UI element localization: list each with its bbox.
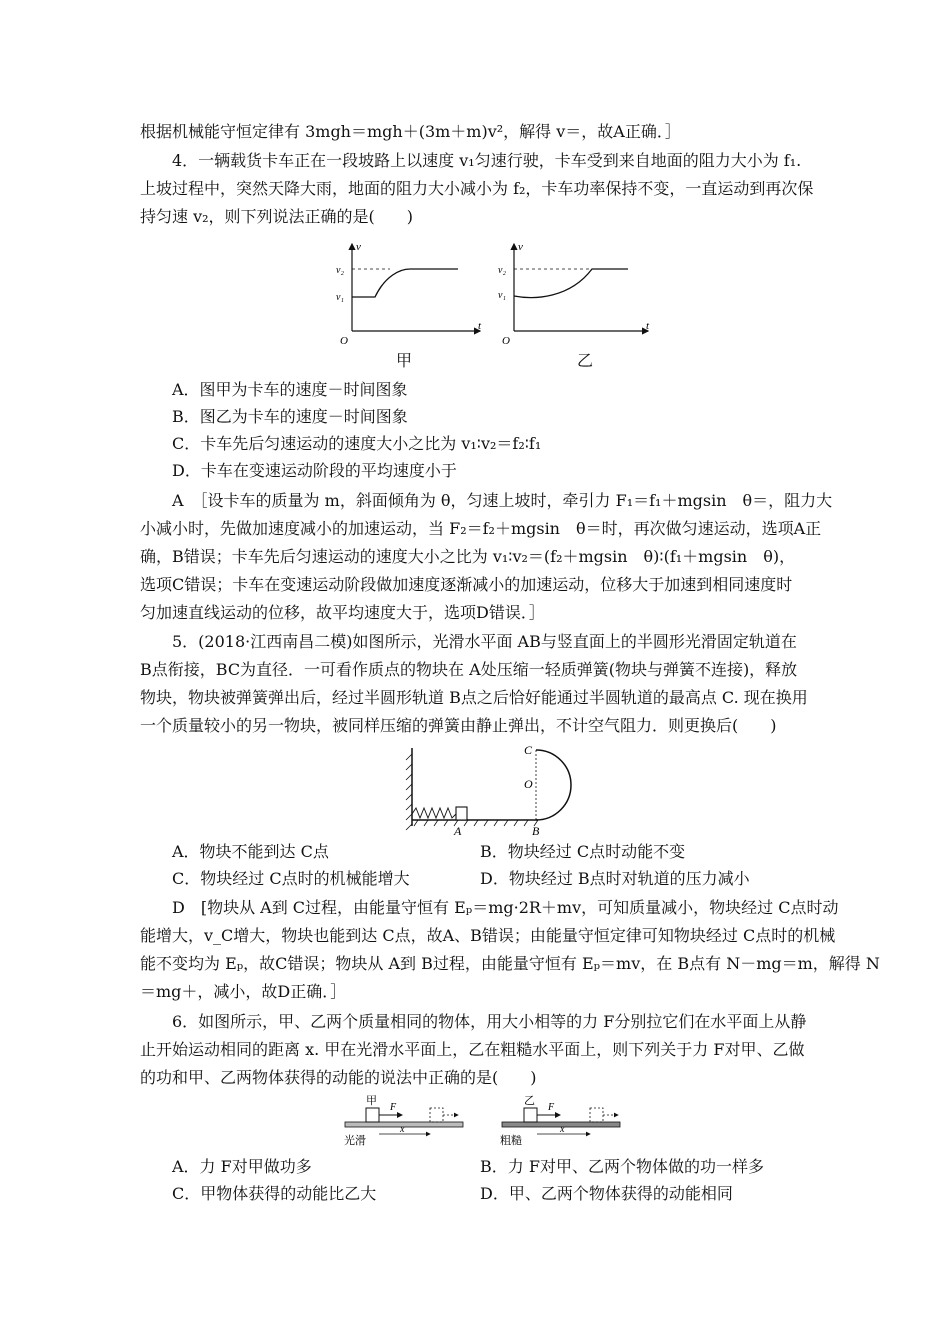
label-jia: 甲 <box>366 1095 377 1107</box>
v-axis-label: v <box>518 241 523 253</box>
origin-label: O <box>340 335 348 347</box>
point-c-label: C <box>524 743 533 757</box>
a4-line1: A ［设卡车的质量为 m，斜面倾角为 θ，匀速上坡时，牵引力 F₁＝f₁＋mgsin θ＝，阻力大 <box>172 491 833 510</box>
q6-stem-line2: 止开始运动相同的距离 x. 甲在光滑水平面上，乙在粗糙水平面上，则下列关于力 F对甲、乙做 <box>140 1040 805 1059</box>
q6-option-b: B．力 F对甲、乙两个物体做的功一样多 <box>480 1157 764 1176</box>
graph-jia <box>336 241 482 347</box>
answer-3-tail: 根据机械能守恒定律有 3mgh＝mgh＋(3m＋m)v²，解得 v＝，故A正确．］ <box>140 122 681 141</box>
label-rough: 粗糙 <box>500 1135 522 1147</box>
q5-stem-line1: 5．(2018·江西南昌二模)如图所示，光滑水平面 AB与竖直面上的半圆形光滑固定轨道在 <box>172 632 797 651</box>
a4-line3: 确，B错误；卡车先后匀速运动的速度大小之比为 v₁∶v₂＝(f₂＋mgsin θ)∶(f₁＋mgsin θ)， <box>140 547 796 566</box>
q4-option-d: D．卡车在变速运动阶段的平均速度小于 <box>172 461 457 480</box>
t-axis-label: t <box>646 320 650 332</box>
caption-yi: 乙 <box>577 351 594 370</box>
a4-line5: 匀加速直线运动的位移，故平均速度大于，选项D错误．］ <box>140 603 545 622</box>
smooth-surface-scene <box>344 1094 463 1147</box>
q5-stem-line3: 物块，物块被弹簧弹出后，经过半圆形轨道 B点之后恰好能通过半圆轨道的最高点 C. 现在换用 <box>140 688 808 707</box>
track-figure <box>400 740 590 838</box>
label-yi: 乙 <box>524 1095 535 1107</box>
q5-option-a: A．物块不能到达 C点 <box>172 842 329 861</box>
q5-option-d: D．物块经过 B点时对轨道的压力减小 <box>480 869 750 888</box>
q5-option-c: C．物块经过 C点时的机械能增大 <box>172 869 410 888</box>
curve-jia <box>352 269 458 297</box>
q4-stem-line1: 4．一辆载货卡车正在一段坡路上以速度 v₁匀速行驶，卡车受到来自地面的阻力大小为 f₁. <box>172 151 802 170</box>
label-smooth: 光滑 <box>344 1135 366 1147</box>
force-label: F <box>548 1102 555 1113</box>
vt-graphs-figure <box>330 236 660 376</box>
a5-line4: ＝mg＋，减小，故D正确．］ <box>140 982 347 1001</box>
t-axis-label: t <box>478 320 482 332</box>
v2-label: v₂ <box>336 265 344 276</box>
rough-surface-scene <box>500 1094 620 1147</box>
v2-label: v₂ <box>498 265 506 276</box>
distance-label: x <box>560 1124 565 1135</box>
origin-label: O <box>502 335 510 347</box>
q4-option-a: A．图甲为卡车的速度－时间图象 <box>172 380 408 399</box>
q4-stem-line3: 持匀速 v₂，则下列说法正确的是( ) <box>140 207 414 226</box>
caption-jia: 甲 <box>396 351 413 370</box>
v-axis-label: v <box>356 241 361 253</box>
a4-line4: 选项C错误；卡车在变速运动阶段做加速度逐渐减小的加速运动，位移大于加速到相同速度时 <box>140 575 793 594</box>
point-o-label: O <box>524 777 533 791</box>
q6-stem-line3: 的功和甲、乙两物体获得的动能的说法中正确的是( ) <box>140 1068 537 1087</box>
q4-option-c: C．卡车先后匀速运动的速度大小之比为 v₁∶v₂＝f₂∶f₁ <box>172 434 542 453</box>
q5-stem-line4: 一个质量较小的另一物块，被同样压缩的弹簧由静止弹出，不计空气阻力．则更换后( ) <box>140 716 777 735</box>
spring <box>412 808 456 818</box>
semicircle-track <box>536 750 571 820</box>
point-a-label: A <box>454 824 462 838</box>
graph-yi <box>498 241 650 347</box>
block <box>456 807 467 820</box>
q4-stem-line2: 上坡过程中，突然天降大雨，地面的阻力大小减小为 f₂，卡车功率保持不变，一直运动到再次保 <box>140 179 814 198</box>
q5-stem-line2: B点衔接，BC为直径．一可看作质点的物块在 A处压缩一轻质弹簧(物块与弹簧不连接)，释放 <box>140 660 798 679</box>
q5-option-b: B．物块经过 C点时动能不变 <box>480 842 686 861</box>
a4-line2: 小减小时，先做加速度减小的加速运动，当 F₂＝f₂＋mgsin θ＝时，再次做匀速运动，选项A正 <box>140 519 822 538</box>
plane-figure <box>340 1092 630 1148</box>
q6-stem-line1: 6．如图所示，甲、乙两个质量相同的物体，用大小相等的力 F分别拉它们在水平面上从静 <box>172 1012 807 1031</box>
distance-label: x <box>400 1124 405 1135</box>
q4-option-b: B．图乙为卡车的速度－时间图象 <box>172 407 408 426</box>
q6-option-c: C．甲物体获得的动能比乙大 <box>172 1184 377 1203</box>
a5-line2: 能增大，v_C增大，物块也能到达 C点，故A、B错误；由能量守恒定律可知物块经过 C点时的机械 <box>140 926 836 945</box>
q6-option-d: D．甲、乙两个物体获得的动能相同 <box>480 1184 733 1203</box>
force-label: F <box>390 1102 397 1113</box>
q6-option-a: A．力 F对甲做功多 <box>172 1157 312 1176</box>
point-b-label: B <box>532 824 540 838</box>
v1-label: v₁ <box>336 292 344 303</box>
v1-label: v₁ <box>498 290 506 301</box>
a5-line3: 能不变均为 Eₚ，故C错误；物块从 A到 B过程，由能量守恒有 Eₚ＝mv，在 B点有 N－mg＝m，解得 N <box>140 954 880 973</box>
curve-yi <box>514 269 628 298</box>
a5-line1: D [物块从 A到 C过程，由能量守恒有 Eₚ＝mg·2R＋mv，可知质量减小，物块经过 C点时动 <box>172 898 839 917</box>
